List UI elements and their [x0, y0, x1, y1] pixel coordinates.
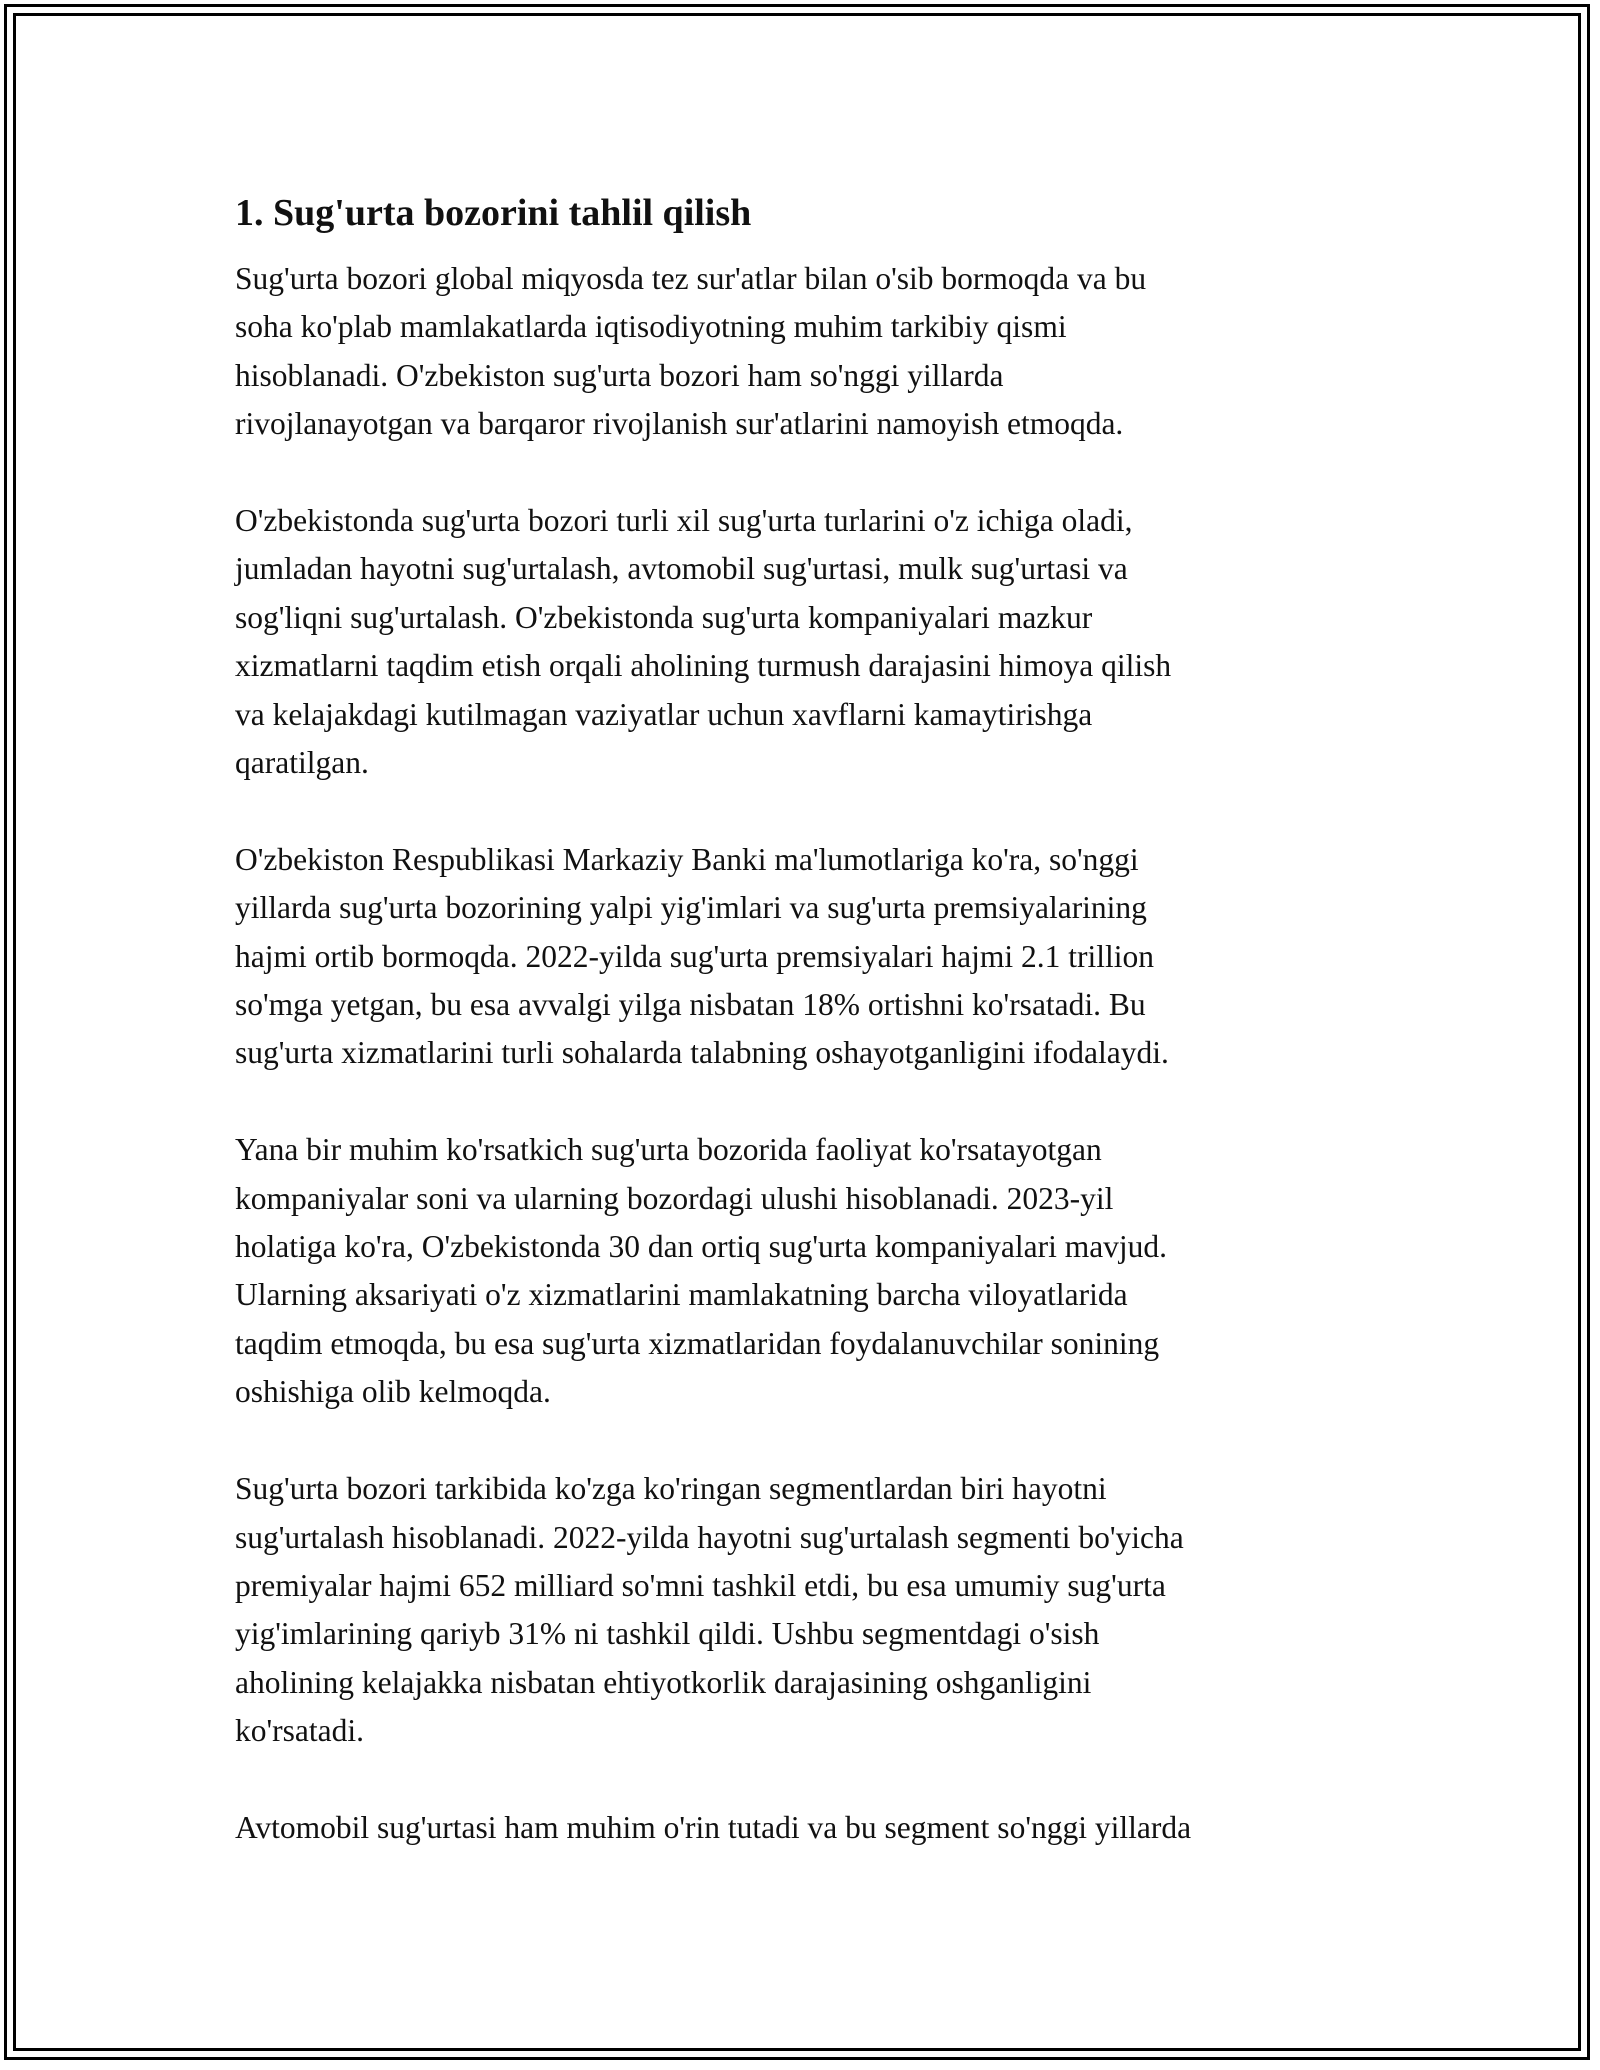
document-body — [235, 185, 1385, 1901]
text-line: taqdim etmoqda, bu esa sug'urta xizmatlaridan foydalanuvchilar sonining — [235, 1325, 1160, 1361]
text-line: O'zbekiston Respublikasi Markaziy Banki ma'lumotlariga ko'ra, so'nggi — [235, 841, 1139, 877]
text-line: xizmatlarni taqdim etish orqali aholining turmush darajasini himoya qilish — [235, 648, 1172, 684]
text-line: va kelajakdagi kutilmagan vaziyatlar uchun xavflarni kamaytirishga — [235, 696, 1093, 732]
text-line: rivojlanayotgan va barqaror rivojlanish sur'atlarini namoyish etmoqda. — [235, 406, 1124, 442]
text-line: hisoblanadi. O'zbekiston sug'urta bozori ham so'nggi yillarda — [235, 357, 1004, 393]
text-line: sug'urtalash hisoblanadi. 2022-yilda hayotni sug'urtalash segmenti bo'yicha — [235, 1519, 1184, 1555]
text-line: sug'urta xizmatlarini turli sohalarda talabning oshayotganligini ifodalaydi. — [235, 1035, 1169, 1071]
text-line: jumladan hayotni sug'urtalash, avtomobil sug'urtasi, mulk sug'urtasi va — [235, 551, 1128, 587]
text-line: Avtomobil sug'urtasi ham muhim o'rin tutadi va bu segment so'nggi yillarda — [235, 1809, 1192, 1845]
text-line: aholining kelajakka nisbatan ehtiyotkorlik darajasining oshganligini — [235, 1664, 1092, 1700]
text-line: ko'rsatadi. — [235, 1713, 365, 1749]
text-line: qaratilgan. — [235, 745, 369, 781]
paragraph-3 — [235, 836, 1385, 1078]
text-line: oshishiga olib kelmoqda. — [235, 1374, 551, 1410]
text-line: premiyalar hajmi 652 milliard so'mni tashkil etdi, bu esa umumiy sug'urta — [235, 1567, 1166, 1603]
text-line: holatiga ko'ra, O'zbekistonda 30 dan ortiq sug'urta kompaniyalari mavjud. — [235, 1229, 1168, 1265]
text-line: yillarda sug'urta bozorining yalpi yig'imlari va sug'urta premsiyalarining — [235, 890, 1147, 926]
paragraph-5 — [235, 1465, 1385, 1755]
paragraph-6 — [235, 1804, 1385, 1852]
text-line: so'mga yetgan, bu esa avvalgi yilga nisbatan 18% ortishni ko'rsatadi. Bu — [235, 987, 1146, 1023]
paragraph-1 — [235, 255, 1385, 449]
text-line: Sug'urta bozori tarkibida ko'zga ko'ringan segmentlardan biri hayotni — [235, 1471, 1107, 1507]
text-line: sog'liqni sug'urtalash. O'zbekistonda sug'urta kompaniyalari mazkur — [235, 599, 1093, 635]
text-line: O'zbekistonda sug'urta bozori turli xil sug'urta turlarini o'z ichiga oladi, — [235, 503, 1133, 539]
text-line: Ularning aksariyati o'z xizmatlarini mamlakatning barcha viloyatlarida — [235, 1277, 1128, 1313]
section-heading: 1. Sug'urta bozorini tahlil qilish — [235, 192, 752, 234]
text-line: kompaniyalar soni va ularning bozordagi ulushi hisoblanadi. 2023-yil — [235, 1180, 1114, 1216]
text-line: soha ko'plab mamlakatlarda iqtisodiyotning muhim tarkibiy qismi — [235, 309, 1067, 345]
text-line: hajmi ortib bormoqda. 2022-yilda sug'urta premsiyalari hajmi 2.1 trillion — [235, 938, 1155, 974]
paragraph-4 — [235, 1126, 1385, 1416]
text-line: Yana bir muhim ko'rsatkich sug'urta bozorida faoliyat ko'rsatayotgan — [235, 1132, 1102, 1168]
text-line: Sug'urta bozori global miqyosda tez sur'atlar bilan o'sib bormoqda va bu — [235, 261, 1147, 296]
text-line: yig'imlarining qariyb 31% ni tashkil qildi. Ushbu segmentdagi o'sish — [235, 1616, 1100, 1652]
paragraph-2 — [235, 497, 1385, 787]
